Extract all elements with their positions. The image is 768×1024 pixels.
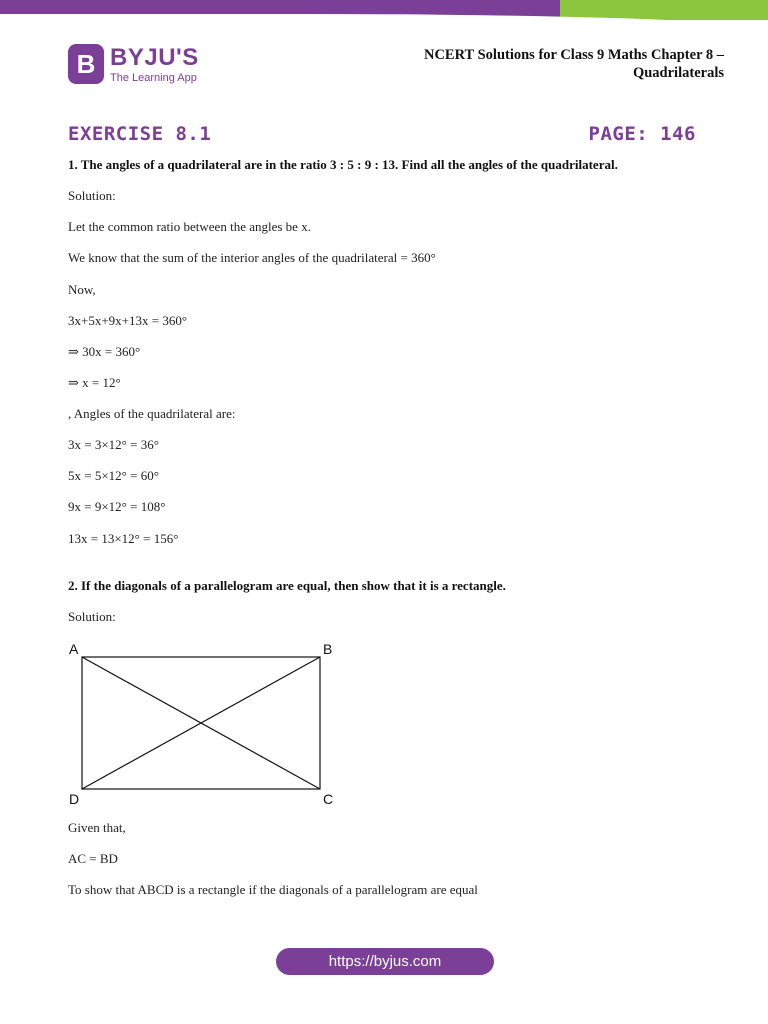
logo-name: BYJU'S <box>110 44 199 71</box>
q1-line: 3x = 3×12° = 36° <box>68 437 159 452</box>
document-title-line-1: NCERT Solutions for Class 9 Maths Chapter 8 – <box>423 47 724 63</box>
q1-line: 5x = 5×12° = 60° <box>68 468 159 483</box>
vertex-label-a: A <box>69 641 79 657</box>
exercise-heading: EXERCISE 8.1 <box>68 123 212 145</box>
rectangle-abcd-figure <box>66 638 348 810</box>
q2-line: Given that, <box>68 820 126 835</box>
vertex-label-b: B <box>323 641 333 657</box>
question-1: 1. The angles of a quadrilateral are in the ratio 3 : 5 : 9 : 13. Find all the angles of the quadrilateral. <box>68 157 618 172</box>
q1-line: ⇒ x = 12° <box>68 375 121 390</box>
q1-line: 3x+5x+9x+13x = 360° <box>68 313 188 328</box>
footer-url-link[interactable]: https://byjus.com <box>276 948 494 975</box>
q2-solution-label: Solution: <box>68 609 116 624</box>
q1-line: Now, <box>68 282 96 297</box>
q1-line: 9x = 9×12° = 108° <box>68 499 166 514</box>
vertex-label-d: D <box>69 791 80 807</box>
q2-line: AC = BD <box>68 851 118 866</box>
logo-mark: B <box>68 44 104 84</box>
q2-line: To show that ABCD is a rectangle if the diagonals of a parallelogram are equal <box>68 882 478 897</box>
figure-svg <box>66 638 348 810</box>
q1-line: Solution: <box>68 188 116 203</box>
logo-tagline: The Learning App <box>110 72 197 84</box>
byjus-logo <box>68 44 208 86</box>
q1-line: We know that the sum of the interior angles of the quadrilateral = 360° <box>68 250 436 265</box>
top-banner <box>0 0 768 20</box>
page-number-heading: PAGE: 146 <box>588 123 696 145</box>
vertex-label-c: C <box>323 791 334 807</box>
question-2: 2. If the diagonals of a parallelogram are equal, then show that it is a rectangle. <box>68 578 506 593</box>
q1-line: , Angles of the quadrilateral are: <box>68 406 236 421</box>
q1-line: ⇒ 30x = 360° <box>68 344 141 359</box>
q1-line: Let the common ratio between the angles be x. <box>68 219 311 234</box>
q1-line: 13x = 13×12° = 156° <box>68 531 179 546</box>
document-title <box>364 46 724 82</box>
document-title-line-2: Quadrilaterals <box>632 65 724 81</box>
